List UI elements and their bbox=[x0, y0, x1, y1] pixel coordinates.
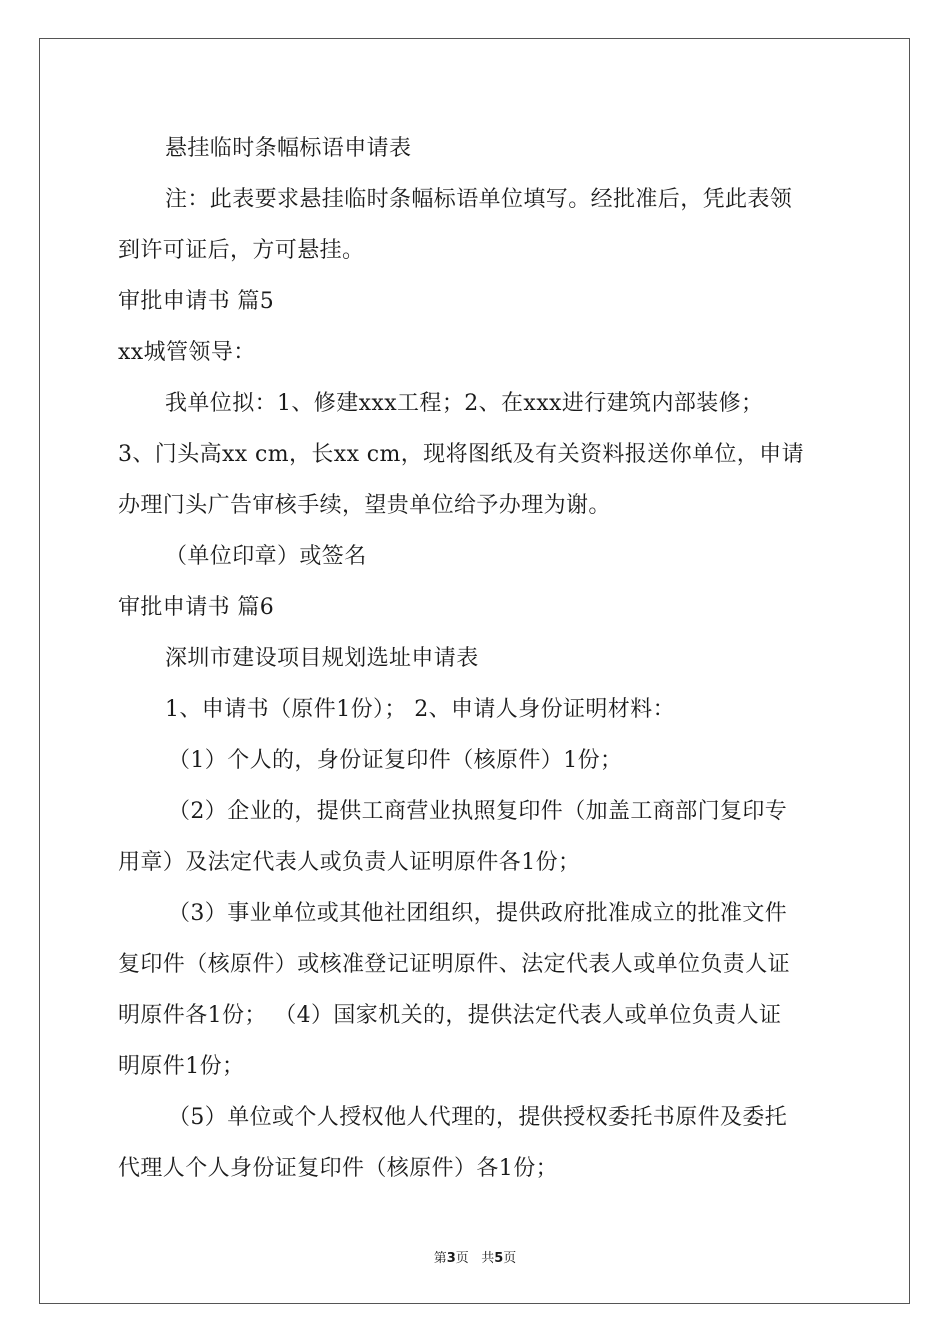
current-page-number: 3 bbox=[446, 1251, 456, 1266]
section-heading: 审批申请书 篇6 bbox=[118, 595, 275, 620]
salutation: xx城管领导： bbox=[118, 340, 256, 365]
page-footer bbox=[0, 1247, 950, 1266]
total-page-number: 5 bbox=[494, 1251, 504, 1266]
footer-suffix: 页 bbox=[503, 1251, 517, 1266]
list-line: 1、申请书（原件1份）； 2、申请人身份证明材料： bbox=[165, 697, 675, 722]
form-title: 悬挂临时条幅标语申请表 bbox=[165, 136, 412, 161]
list-line: 明原件1份； bbox=[118, 1054, 245, 1079]
list-line: 代理人个人身份证复印件（核原件）各1份； bbox=[118, 1156, 558, 1181]
footer-prefix: 第 bbox=[433, 1251, 447, 1266]
list-line: 明原件各1份； （4）国家机关的，提供法定代表人或单位负责人证 bbox=[118, 1003, 782, 1028]
list-line: （5）单位或个人授权他人代理的，提供授权委托书原件及委托 bbox=[168, 1105, 788, 1130]
list-line: （2）企业的，提供工商营业执照复印件（加盖工商部门复印专 bbox=[168, 799, 788, 824]
signature-line: （单位印章）或签名 bbox=[165, 544, 367, 569]
note-paragraph-line: 到许可证后，方可悬挂。 bbox=[118, 238, 365, 263]
body-paragraph-line: 办理门头广告审核手续，望贵单位给予办理为谢。 bbox=[118, 493, 611, 518]
body-paragraph-line: 我单位拟：1、修建xxx工程；2、在xxx进行建筑内部装修； bbox=[165, 391, 764, 416]
section-heading: 审批申请书 篇5 bbox=[118, 289, 275, 314]
list-line: 复印件（核原件）或核准登记证明原件、法定代表人或单位负责人证 bbox=[118, 952, 791, 977]
list-line: 用章）及法定代表人或负责人证明原件各1份； bbox=[118, 850, 581, 875]
footer-mid: 页 共 bbox=[455, 1251, 495, 1266]
list-line: （3）事业单位或其他社团组织，提供政府批准成立的批准文件 bbox=[168, 901, 788, 926]
document-body bbox=[118, 126, 834, 1197]
list-line: （1）个人的，身份证复印件（核原件）1份； bbox=[168, 748, 623, 773]
note-paragraph-line: 注：此表要求悬挂临时条幅标语单位填写。经批准后，凭此表领 bbox=[165, 187, 793, 212]
form-title: 深圳市建设项目规划选址申请表 bbox=[165, 646, 479, 671]
body-paragraph-line: 3、门头高xx cm，长xx cm，现将图纸及有关资料报送你单位，申请 bbox=[118, 442, 804, 467]
